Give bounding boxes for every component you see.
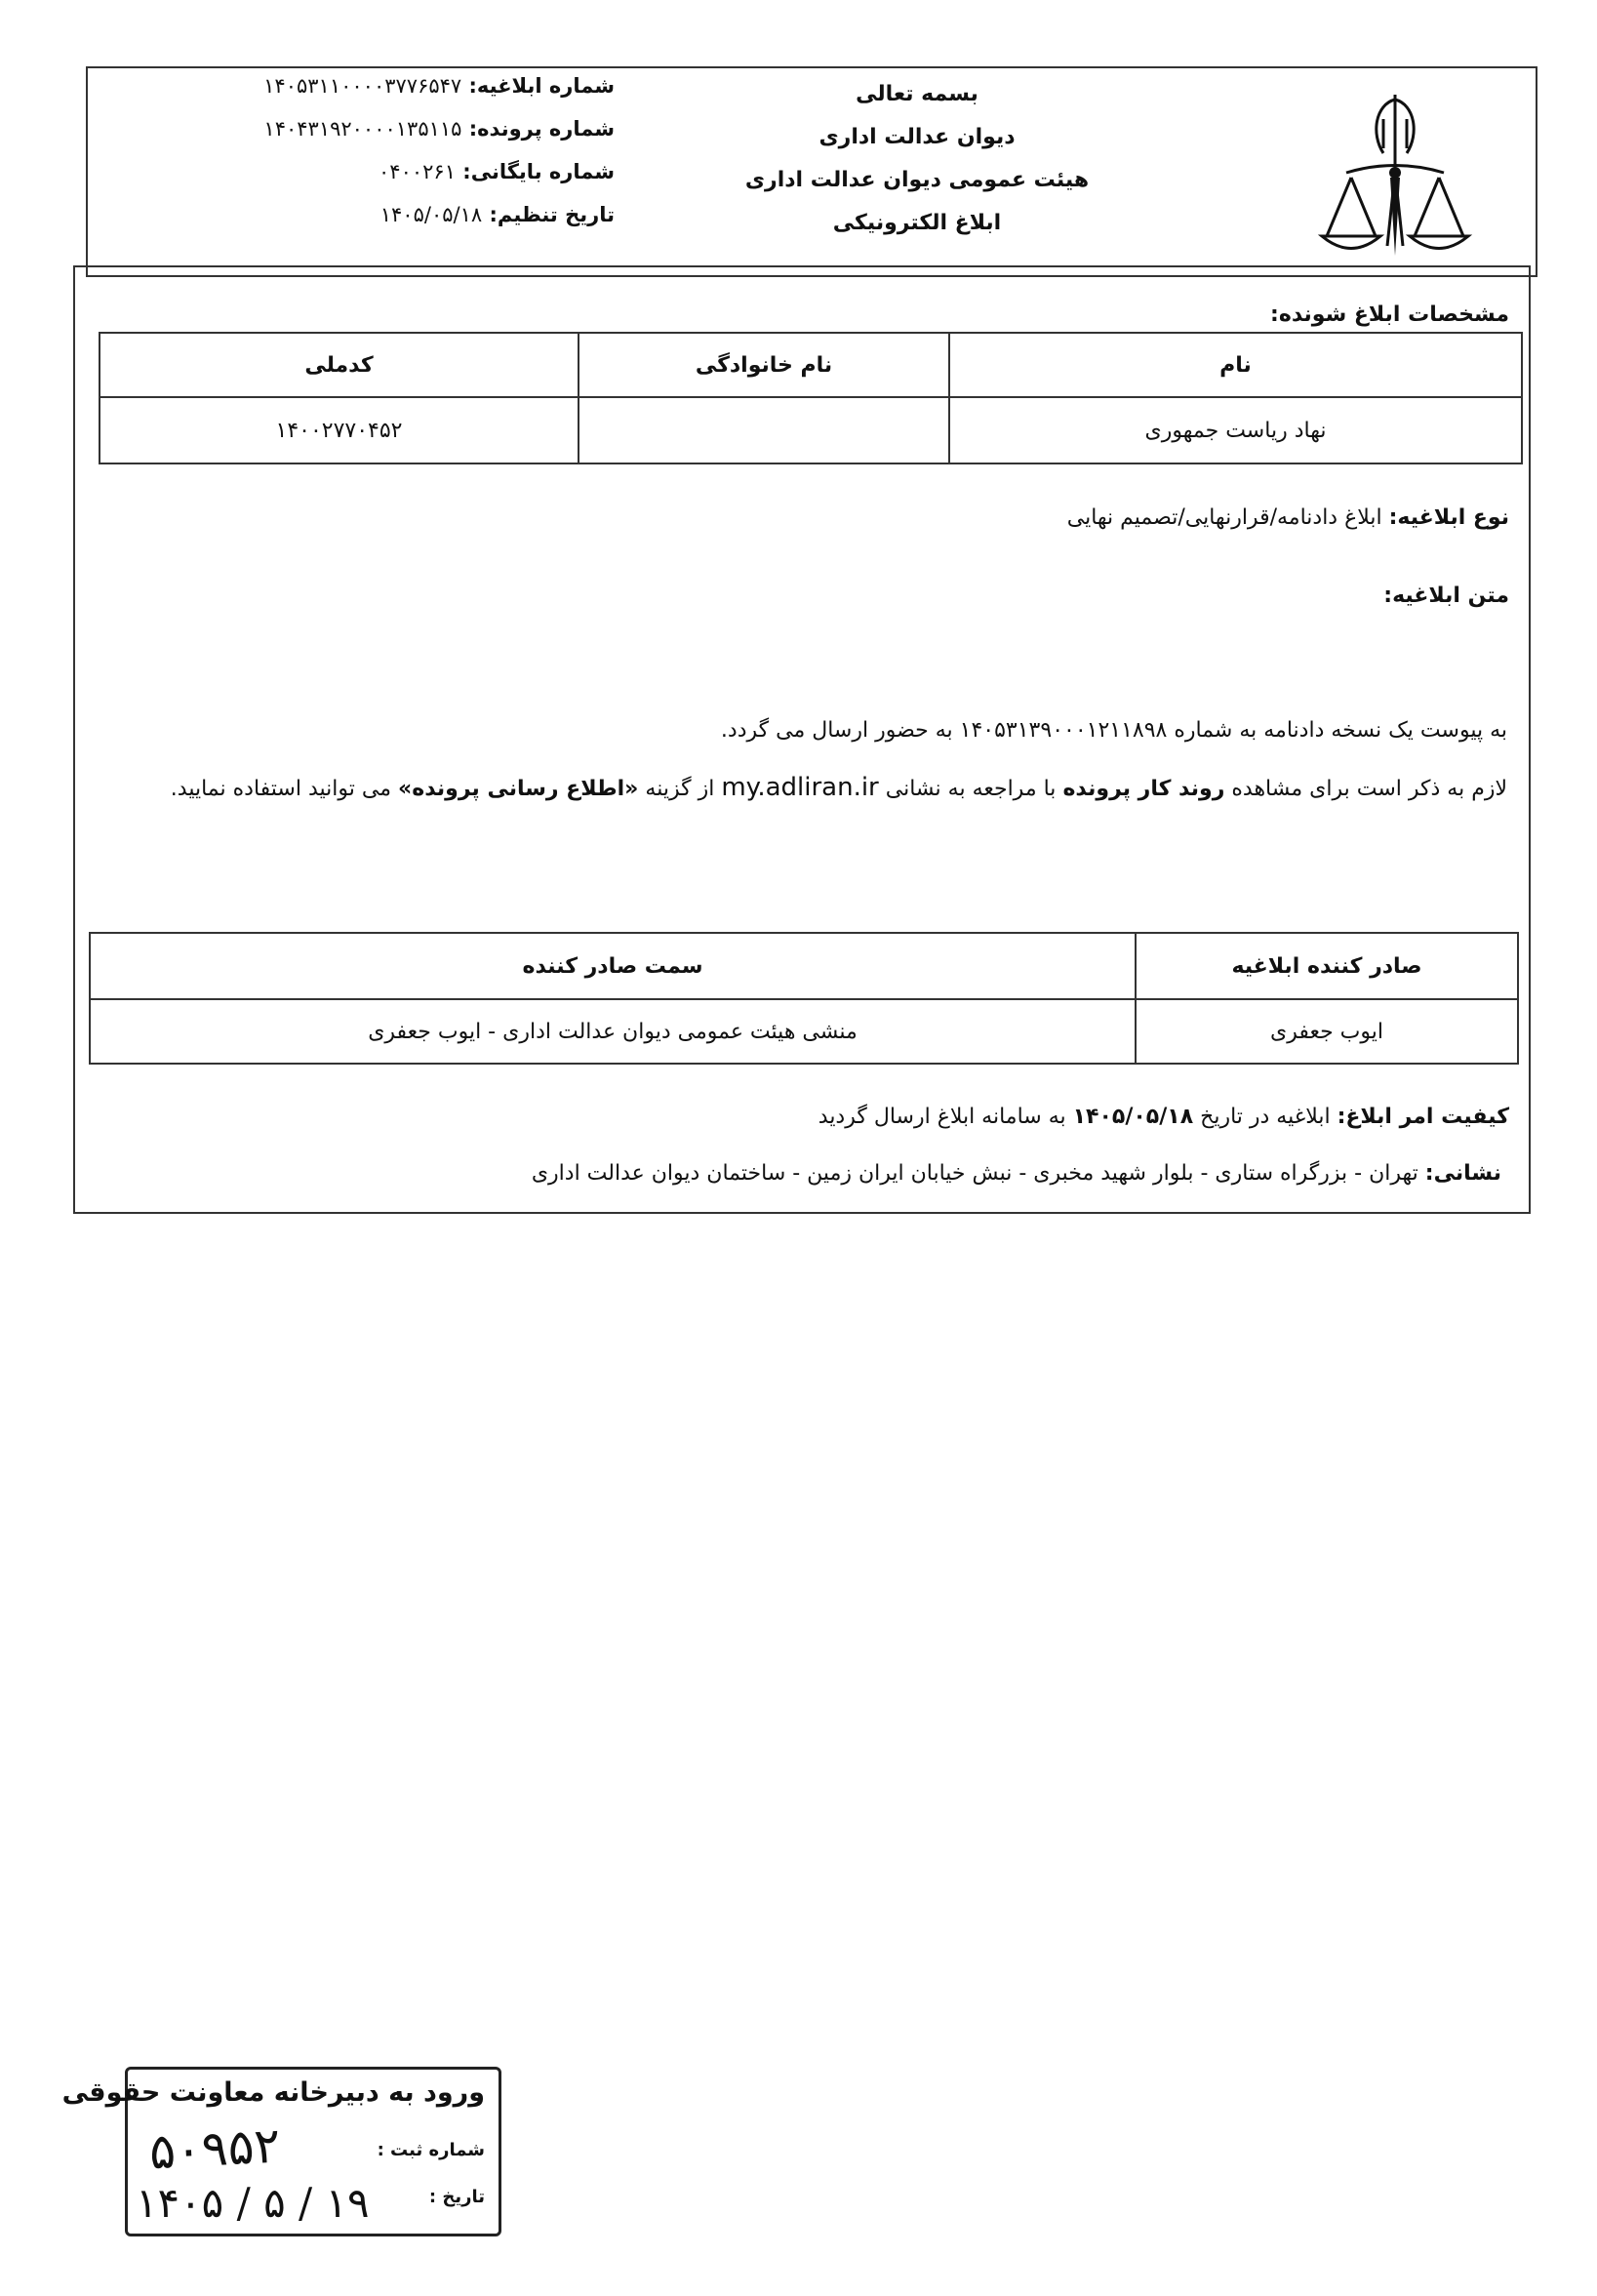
col-first-name: نام xyxy=(949,333,1522,397)
header-title-3: هیئت عمومی دیوان عدالت اداری xyxy=(744,168,1090,192)
table-row xyxy=(100,397,1522,463)
col-national-id: کدملی xyxy=(100,333,579,397)
header-title-2: دیوان عدالت اداری xyxy=(818,125,1016,149)
notice-text-label: متن ابلاغیه: xyxy=(1383,584,1509,608)
main-box xyxy=(73,265,1531,1214)
table-row xyxy=(90,999,1518,1064)
registry-stamp xyxy=(61,2067,501,2236)
stamp-title: ورود به دبیرخانه معاونت حقوقی xyxy=(61,2077,485,2108)
col-issuer: صادر کننده ابلاغیه xyxy=(1136,933,1518,999)
portal-link[interactable]: my.adliran.ir xyxy=(721,773,879,802)
recipient-last-name xyxy=(579,397,949,463)
header-title-1: بسمه تعالی xyxy=(856,82,978,106)
issue-date: تاریخ تنظیم: ۱۴۰۵/۰۵/۱۸ xyxy=(379,203,615,226)
notice-type: نوع ابلاغیه: ابلاغ دادنامه/قرارنهایی/تصمیم نهایی xyxy=(1066,505,1509,530)
iran-emblem-icon xyxy=(1307,80,1483,265)
delivery-status: کیفیت امر ابلاغ: ابلاغیه در تاریخ ۱۴۰۵/۰۵/۱۸ به سامانه ابلاغ ارسال گردید xyxy=(818,1105,1509,1129)
recipient-national-id: ۱۴۰۰۲۷۷۰۴۵۲ xyxy=(100,397,579,463)
notice-number: شماره ابلاغیه: ۱۴۰۵۳۱۱۰۰۰۰۳۷۷۶۵۴۷ xyxy=(263,74,615,98)
archive-number: شماره بایگانی: ۰۴۰۰۲۶۱ xyxy=(379,160,615,183)
recipient-section-label: مشخصات ابلاغ شونده: xyxy=(1270,302,1509,327)
header-title-4: ابلاغ الکترونیکی xyxy=(832,211,1002,235)
issuer-table xyxy=(89,932,1519,1065)
stamp-reg-label: شماره ثبت : xyxy=(377,2140,485,2160)
header-box xyxy=(86,66,1537,277)
issuer-position: منشی هیئت عمومی دیوان عدالت اداری - ایوب جعفری xyxy=(90,999,1136,1064)
body-line-1: به پیوست یک نسخه دادنامه به شماره ۱۴۰۵۳۱۳۹۰۰۰۱۲۱۱۸۹۸ به حضور ارسال می گردد. xyxy=(720,718,1507,743)
stamp-date-value: ۱۴۰۵ / ۵ / ۱۹ xyxy=(136,2179,370,2227)
stamp-date-label: تاریخ : xyxy=(428,2187,485,2207)
recipient-name: نهاد ریاست جمهوری xyxy=(949,397,1522,463)
issuer-name: ایوب جعفری xyxy=(1136,999,1518,1064)
col-last-name: نام خانوادگی xyxy=(579,333,949,397)
table-header-row xyxy=(90,933,1518,999)
col-issuer-position: سمت صادر کننده xyxy=(90,933,1136,999)
recipient-table xyxy=(99,332,1523,464)
case-number: شماره پرونده: ۱۴۰۴۳۱۹۲۰۰۰۰۱۳۵۱۱۵ xyxy=(263,117,615,141)
table-header-row xyxy=(100,333,1522,397)
address: نشانی: تهران - بزرگراه ستاری - بلوار شهید مخبری - نبش خیابان ایران زمین - ساختمان دیوان عدالت اداری xyxy=(531,1161,1501,1186)
stamp-reg-value: ۵۰۹۵۲ xyxy=(147,2116,282,2181)
body-line-2: لازم به ذکر است برای مشاهده روند کار پرونده با مراجعه به نشانی my.adliran.ir از گزینه «اطلاع رسانی پرونده» می توانید استفاده نمایید. xyxy=(170,773,1507,802)
